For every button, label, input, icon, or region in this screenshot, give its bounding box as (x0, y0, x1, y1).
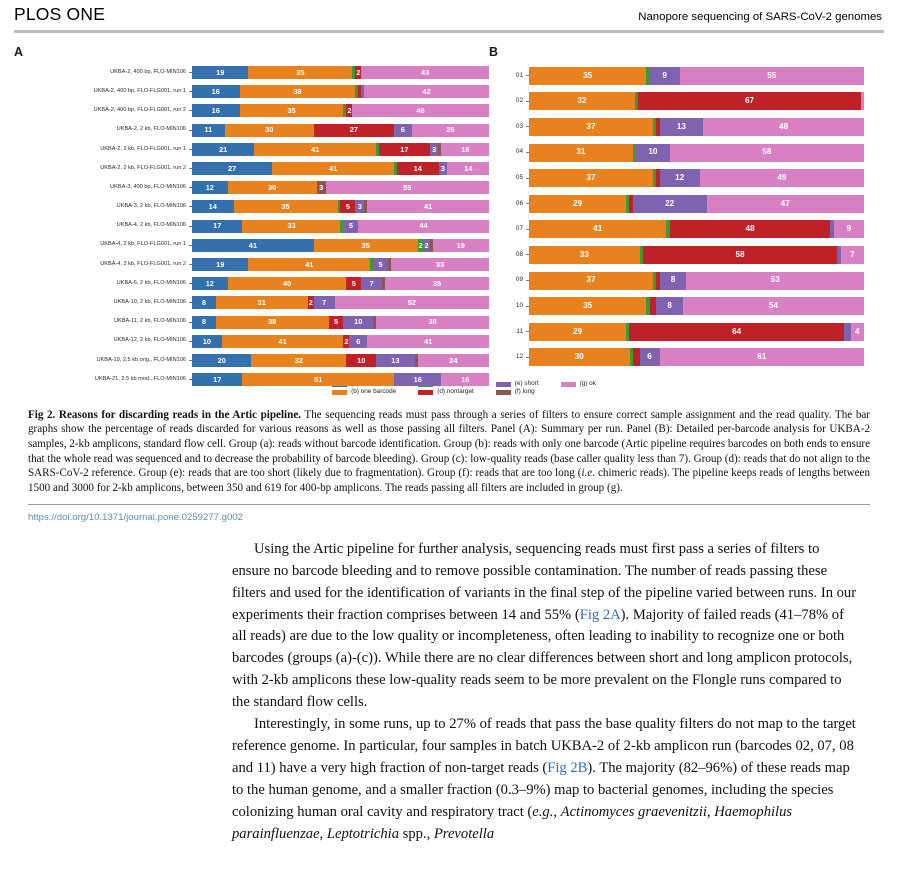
bar-segment-bonebarcode: 41 (529, 220, 666, 238)
stacked-bar (192, 181, 489, 194)
bar-segment-gok: 55 (326, 181, 489, 194)
bar-segment-eshort: 6 (640, 348, 660, 366)
bar-segment-bonebarcode: 32 (251, 354, 346, 367)
body-text (232, 539, 858, 846)
bar-row-label: 01 (515, 71, 523, 79)
bar-segment-anobarcode: 21 (192, 143, 254, 156)
stacked-bar (192, 258, 489, 271)
bar-segment-bonebarcode: 32 (529, 92, 635, 110)
bar-segment-dnontarget: 10 (346, 354, 376, 367)
bar-row-label: UKBA-2, 2 kb, FLO-MIN106 (116, 126, 186, 133)
bar-segment-bonebarcode: 33 (242, 220, 340, 233)
legend-swatch-icon (496, 390, 511, 395)
figure-cross-reference[interactable]: Fig 2A (579, 606, 621, 623)
bar-segment-gok: 44 (358, 220, 489, 233)
bar-row (499, 89, 864, 115)
panel-a (14, 45, 489, 389)
bar-segment-dnontarget: 67 (638, 92, 860, 110)
bar-row (62, 178, 489, 197)
bar-row (499, 217, 864, 243)
stacked-bar (529, 323, 864, 341)
bar-segment-anobarcode: 12 (192, 277, 228, 290)
legend-swatch-icon (561, 382, 576, 387)
stacked-bar (529, 297, 864, 315)
italic-text: e.g. (532, 804, 554, 821)
bar-segment-anobarcode: 12 (192, 181, 228, 194)
stacked-bar (192, 85, 489, 98)
panel-a-rows (62, 63, 489, 389)
bar-row (499, 242, 864, 268)
stacked-bar (529, 272, 864, 290)
legend-item-e (496, 381, 539, 387)
bar-segment-eshort: 3 (355, 200, 364, 213)
bar-segment-gok: 48 (703, 118, 864, 136)
panel-b-rows (499, 63, 864, 370)
bar-row (499, 191, 864, 217)
stacked-bar (192, 335, 489, 348)
bar-segment-gok: 55 (680, 67, 864, 85)
bar-segment-bonebarcode: 41 (222, 335, 344, 348)
bar-segment-dnontarget: 17 (379, 143, 429, 156)
bar-segment-bonebarcode: 33 (529, 246, 640, 264)
journal-name: PLOS ONE (14, 4, 106, 24)
bar-row-label: 04 (515, 148, 523, 156)
body-paragraph (232, 539, 858, 715)
bar-segment-anobarcode: 16 (192, 104, 240, 117)
bar-segment-gok: 33 (391, 258, 489, 271)
stacked-bar (529, 118, 864, 136)
bar-segment-gok: 16 (441, 373, 489, 386)
bar-row (499, 63, 864, 89)
bar-segment-anobarcode: 11 (192, 124, 225, 137)
bar-segment-gok: 43 (361, 66, 489, 79)
text-run: Using the Artic pipeline for further analysis, sequencing reads must first pass a series of filters to ensure no barcode bleeding and to remove possible contamination. The number of reads passing these filters and used for the identification of variants in the final step of the pipeline varied between runs. In our experiments their fraction comprises between 14 and 55% ( (232, 540, 857, 623)
bar-segment-eshort: 13 (660, 118, 704, 136)
bar-row (62, 351, 489, 370)
bar-row (62, 159, 489, 178)
bar-segment-gok: 61 (660, 348, 864, 366)
bar-segment-anobarcode: 8 (192, 296, 216, 309)
caption-body-1: The sequencing reads must pass through a series of filters to ensure correct sample assignment and the read quality. The bar graphs show the percentage of reads discarded for various reasons as well as those passing all filters. Panel (A): Summary per run. Panel (B): Detailed per-barcode analysis for UKBA-2 samples, 2-kb amplicons, standard flow cell. Group (a): reads without barcode identification. Group (b): reads with only one barcode (Artic pipeline requires barcodes on both ends to ensure that the whole read was sequenced and to decrease the probability of barcode bleeding). Group (c): low-quality reads (base caller quality less than 7). Group (d): reads that do not align to the SARS-CoV-2 reference. Group (e): reads that are too short (likely due to fragmentation). Group (f): reads that are too long ( (28, 408, 870, 480)
text-run: Interestingly, in some runs, up to 27% of reads that pass the base quality filters do not map to the target reference genome. In particular, four samples in batch UKBA-2 of 2-kb amplicon run (barcodes 02, 07, 08 and 11) have a very high fraction of non-target reads ( (232, 716, 856, 777)
bar-segment-gok: 58 (670, 144, 864, 162)
bar-segment-anobarcode: 27 (192, 162, 272, 175)
caption-divider (28, 504, 870, 505)
bar-row (62, 140, 489, 159)
bar-segment-gok: 14 (447, 162, 489, 175)
running-title: Nanopore sequencing of SARS-CoV-2 genomes (638, 11, 882, 23)
bar-row-label: UKBA-4, 2 kb, FLO-FLG001, run 1 (100, 241, 186, 248)
bar-segment-gok: 4 (851, 323, 864, 341)
bar-segment-dnontarget: 2 (308, 296, 314, 309)
bar-segment-eshort: 7 (361, 277, 382, 290)
bar-segment-eshort: 5 (343, 220, 358, 233)
bar-row (62, 121, 489, 140)
bar-segment-gok: 16 (441, 143, 489, 156)
legend-item-d (418, 389, 474, 395)
bar-segment-eshort: 2 (424, 239, 430, 252)
bar-row (499, 140, 864, 166)
bar-segment-bonebarcode: 35 (314, 239, 418, 252)
bar-row (62, 332, 489, 351)
bar-segment-anobarcode: 14 (192, 200, 234, 213)
bar-segment-bonebarcode: 30 (228, 181, 317, 194)
bar-segment-gok: 38 (376, 316, 489, 329)
bar-segment-eshort: 5 (373, 258, 388, 271)
bar-segment-dnontarget (650, 297, 657, 315)
bar-segment-anobarcode: 19 (192, 66, 248, 79)
bar-row (62, 197, 489, 216)
bar-segment-gok (861, 92, 864, 110)
panel-b (489, 45, 864, 370)
bar-row-label: UKBA-3, 2 kb, FLO-MIN106 (116, 203, 186, 210)
bar-row (62, 255, 489, 274)
stacked-bar (529, 246, 864, 264)
bar-row-label: 11 (516, 327, 523, 335)
bar-row (62, 101, 489, 120)
bar-segment-gok: 53 (686, 272, 864, 290)
bar-row-label: 03 (515, 122, 523, 130)
figure-caption (28, 408, 870, 496)
bar-row-label: 08 (515, 250, 523, 258)
bar-segment-dnontarget: 14 (397, 162, 439, 175)
bar-segment-dnontarget: 64 (629, 323, 843, 341)
bar-row (62, 236, 489, 255)
bar-row-label: 06 (515, 199, 523, 207)
stacked-bar (529, 92, 864, 110)
stacked-bar (529, 348, 864, 366)
bar-segment-dnontarget: 58 (643, 246, 837, 264)
legend-swatch-icon (332, 390, 347, 395)
bar-segment-gok: 49 (700, 169, 864, 187)
stacked-bar (192, 200, 489, 213)
bar-segment-bonebarcode: 31 (529, 144, 633, 162)
bar-row (62, 217, 489, 236)
bar-segment-bonebarcode: 37 (529, 118, 653, 136)
bar-segment-dnontarget (633, 348, 640, 366)
bar-segment-eshort: 10 (343, 316, 373, 329)
bar-segment-dnontarget: 5 (329, 316, 344, 329)
bar-segment-gok: 9 (834, 220, 864, 238)
bar-row-label: UKBA-3, 400 bp, FLO-MIN106 (110, 183, 186, 190)
bar-row-label: UKBA-2, 400 bp, FLO-MIN106 (110, 68, 186, 75)
bar-segment-gok: 54 (683, 297, 864, 315)
bar-segment-gok: 26 (412, 124, 489, 137)
bar-segment-anobarcode: 20 (192, 354, 251, 367)
bar-segment-gok: 46 (352, 104, 489, 117)
bar-row-label: UKBA-12, 2 kb, FLO-MIN106 (113, 337, 186, 344)
bar-segment-bonebarcode: 38 (216, 316, 329, 329)
bar-segment-eshort: 6 (349, 335, 367, 348)
bar-segment-eshort (844, 323, 851, 341)
stacked-bar (192, 277, 489, 290)
bar-segment-gok: 24 (418, 354, 489, 367)
bar-segment-eshort: 22 (633, 195, 707, 213)
stacked-bar (529, 67, 864, 85)
legend-item-b (332, 389, 396, 395)
bar-segment-dnontarget: 5 (340, 200, 355, 213)
italic-text: Actinomyces graevenitzii, Haemophilus parainfluenzae, Leptotrichia (232, 804, 793, 843)
bar-row (62, 312, 489, 331)
bar-segment-anobarcode: 41 (192, 239, 314, 252)
bar-row (499, 345, 864, 371)
bar-row-label: UKBA-6, 2 kb, FLO-MIN106 (116, 279, 186, 286)
caption-italic: i.e. (581, 467, 596, 480)
bar-segment-cquality: 2 (418, 239, 424, 252)
bar-row-label: 12 (515, 353, 523, 361)
legend-label: (f) long (514, 388, 535, 396)
bar-row-label: 10 (515, 301, 523, 309)
bar-segment-bonebarcode: 37 (529, 272, 653, 290)
bar-segment-dnontarget: 2 (355, 66, 361, 79)
stacked-bar (529, 220, 864, 238)
text-run: ). The majority (82–96%) of these reads map to the human genome, and a smaller fraction (0.3–9%) map to bacterial genomes, including the species colonizing human oral cavity and respiratory tract ( (232, 760, 850, 821)
bar-segment-bonebarcode: 37 (529, 169, 653, 187)
stacked-bar (192, 66, 489, 79)
bar-segment-eshort: 12 (660, 169, 700, 187)
stacked-bar (529, 169, 864, 187)
bar-row-label: 07 (515, 225, 523, 233)
bar-segment-eshort: 10 (636, 144, 670, 162)
stacked-bar (192, 296, 489, 309)
bar-row (499, 293, 864, 319)
bar-row (62, 370, 489, 389)
bar-row-label: UKBA-21, 2.5 kb mod., FLO-MIN106 (94, 375, 186, 382)
legend-label: (d) nontarget (437, 388, 474, 396)
bar-segment-bonebarcode: 35 (240, 104, 344, 117)
legend-label: (g) ok (579, 380, 596, 387)
body-paragraph (232, 714, 858, 846)
bar-segment-eshort: 7 (314, 296, 335, 309)
bar-row-label: UKBA-2, 400 bp, FLO-FLG001, run 2 (93, 107, 186, 114)
bar-segment-eshort: 3 (430, 143, 439, 156)
bar-row (499, 114, 864, 140)
bar-segment-bonebarcode: 29 (529, 323, 626, 341)
caption-title: Fig 2. Reasons for discarding reads in the Artic pipeline. (28, 408, 302, 421)
bar-segment-anobarcode: 16 (192, 85, 240, 98)
bar-row-label: UKBA-4, 2 kb, FLO-FLG001, run 2 (100, 260, 186, 267)
bar-segment-bonebarcode: 41 (248, 258, 370, 271)
bar-segment-bonebarcode: 41 (272, 162, 394, 175)
bar-segment-eshort: 9 (650, 67, 680, 85)
stacked-bar (192, 143, 489, 156)
stacked-bar (192, 373, 489, 386)
bar-row-label: UKBA-4, 2 kb, FLO-MIN106 (116, 222, 186, 229)
bar-segment-bonebarcode: 35 (529, 297, 646, 315)
bar-segment-eshort: 6 (394, 124, 412, 137)
stacked-bar (192, 162, 489, 175)
bar-segment-gok: 42 (364, 85, 489, 98)
bar-segment-eshort: 8 (660, 272, 687, 290)
bar-segment-bonebarcode: 35 (234, 200, 338, 213)
bar-segment-dnontarget: 2 (343, 335, 349, 348)
bar-row-label: 09 (515, 276, 523, 284)
legend-swatch-icon (418, 390, 433, 395)
bar-row (62, 63, 489, 82)
bar-segment-gok: 41 (367, 200, 489, 213)
header-divider (14, 30, 884, 33)
bar-segment-bonebarcode: 30 (225, 124, 314, 137)
bar-row-label: UKBA-11, 2 kb, FLO-MIN106 (113, 318, 186, 325)
legend-swatch-icon (496, 382, 511, 387)
bar-segment-eshort: 3 (439, 162, 448, 175)
bar-segment-eshort: 13 (376, 354, 415, 367)
figure-doi-link[interactable]: https://doi.org/10.1371/journal.pone.0259277.g002 (28, 511, 243, 523)
bar-segment-bonebarcode: 30 (529, 348, 630, 366)
bar-segment-eshort: 16 (394, 373, 442, 386)
legend-label: (e) short (514, 380, 539, 387)
bar-row-label: UKBA-10, 2 kb, FLO-MIN106 (113, 299, 186, 306)
stacked-bar (192, 104, 489, 117)
bar-row (62, 293, 489, 312)
panel-a-letter: A (14, 45, 24, 59)
bar-row (499, 268, 864, 294)
bar-segment-dnontarget: 2 (346, 104, 352, 117)
bar-segment-bonebarcode: 35 (248, 66, 352, 79)
bar-row-label: 02 (515, 97, 523, 105)
text-run: spp., (399, 826, 434, 843)
bar-segment-gok: 7 (841, 246, 864, 264)
bar-segment-gok: 35 (385, 277, 489, 290)
text-run: ). Majority of failed reads (41–78% of all reads) are due to the low quality or incompleteness, often leading to inability to recognize one or both barcodes (groups (a)-(c)). While there are no clear differences between short and long amplicon protocols, with 2-kb amplicons these low-quality reads seem to be more prevalent on the Flongle runs compared to the standard flow cells. (232, 606, 853, 711)
bar-segment-anobarcode: 17 (192, 373, 242, 386)
bar-segment-flong: 3 (317, 181, 326, 194)
bar-row (499, 165, 864, 191)
bar-segment-bonebarcode: 51 (242, 373, 393, 386)
legend-item-f (496, 389, 539, 395)
bar-segment-dnontarget: 27 (314, 124, 394, 137)
bar-row-label: UKBA-2, 2 kb, FLO-FLG001, run 2 (100, 164, 186, 171)
bar-segment-dnontarget: 5 (346, 277, 361, 290)
bar-row (62, 274, 489, 293)
bar-segment-bonebarcode: 40 (228, 277, 347, 290)
bar-row-label: UKBA-2, 2 kb, FLO-FLG001, run 1 (100, 145, 186, 152)
bar-segment-anobarcode: 17 (192, 220, 242, 233)
text-run: , (553, 804, 561, 821)
stacked-bar (192, 239, 489, 252)
bar-segment-gok: 41 (367, 335, 489, 348)
bar-segment-bonebarcode: 41 (254, 143, 376, 156)
bar-segment-bonebarcode: 31 (216, 296, 308, 309)
bar-segment-gok: 47 (707, 195, 864, 213)
caption-body-2: chimeric reads). The pipeline keeps reads of lengths between 1500 and 3000 for 2-kb amplicons, between 350 and 619 for 400-bp amplicons. The reads passing all filters are included in group (g). (28, 467, 870, 495)
bar-segment-bonebarcode: 35 (529, 67, 646, 85)
legend-label: (b) one barcode (351, 388, 397, 396)
legend-item-g (561, 381, 596, 387)
stacked-bar (192, 220, 489, 233)
stacked-bar (192, 124, 489, 137)
bar-segment-gok: 52 (335, 296, 489, 309)
panel-b-letter: B (489, 45, 499, 59)
bar-segment-bonebarcode: 39 (240, 85, 356, 98)
bar-segment-anobarcode: 8 (192, 316, 216, 329)
bar-row (62, 82, 489, 101)
bar-row-label: UKBA-2, 400 bp, FLO-FLG001, run 1 (93, 87, 186, 94)
stacked-bar (529, 195, 864, 213)
stacked-bar (529, 144, 864, 162)
stacked-bar (192, 316, 489, 329)
figure-cross-reference[interactable]: Fig 2B (547, 760, 588, 777)
bar-row (499, 319, 864, 345)
bar-segment-anobarcode: 19 (192, 258, 248, 271)
figure-2 (0, 45, 898, 523)
bar-row-label: 05 (515, 173, 523, 181)
bar-row-label: UKBA-19, 2.5 kb orig., FLO-MIN106 (96, 356, 186, 363)
bar-segment-anobarcode: 10 (192, 335, 222, 348)
stacked-bar (192, 354, 489, 367)
bar-segment-dnontarget: 48 (670, 220, 831, 238)
bar-segment-eshort: 8 (656, 297, 683, 315)
italic-text: Prevotella (433, 826, 495, 843)
page-header (0, 0, 898, 26)
bar-segment-bonebarcode: 29 (529, 195, 626, 213)
bar-segment-gok: 19 (433, 239, 489, 252)
